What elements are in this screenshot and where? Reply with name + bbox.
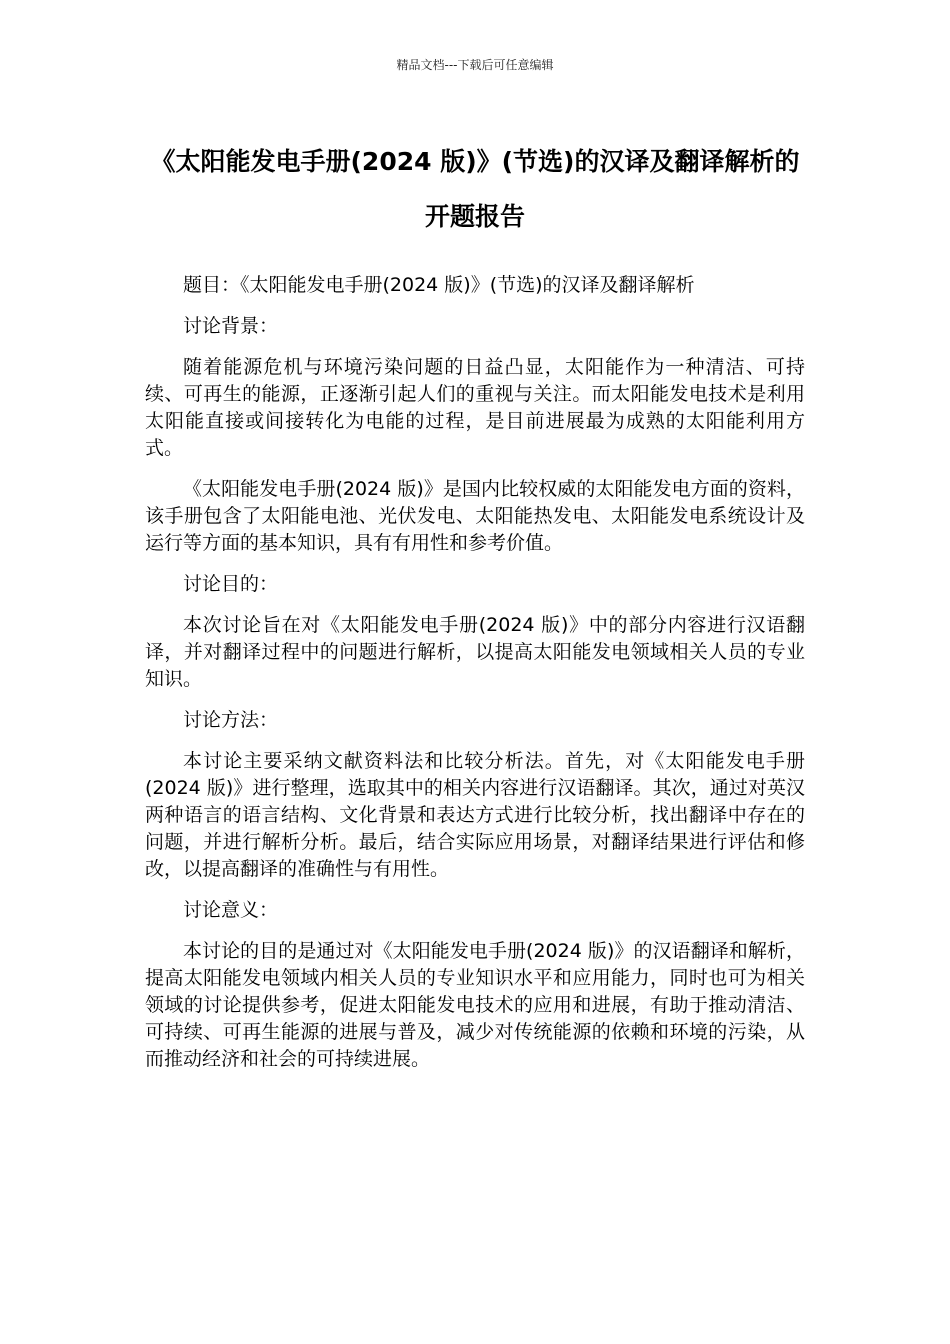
background-paragraph-1: 随着能源危机与环境污染问题的日益凸显，太阳能作为一种清洁、可持续、可再生的能源，正逐渐引起人们的重视与关注。而太阳能发电技术是利用太阳能直接或间接转化为电能的过程，是目前进展最为成熟的太阳能利用方式。: [145, 356, 805, 459]
method-paragraph: 本讨论主要采纳文献资料法和比较分析法。首先，对《太阳能发电手册(2024 版)》进行整理，选取其中的相关内容进行汉语翻译。其次，通过对英汉两种语言的语言结构、文化背景和表达方式进行比较分析，找出翻译中存在的问题，并进行解析分析。最后，结合实际应用场景，对翻译结果进行评估和修改，以提高翻译的准确性与有用性。: [145, 750, 805, 880]
purpose-label: 讨论目的：: [183, 573, 279, 595]
document-title: 《太阳能发电手册(2024 版)》(节选)的汉译及翻译解析的开题报告: [150, 147, 800, 231]
method-label: 讨论方法：: [183, 709, 279, 731]
topic-line: 题目：《太阳能发电手册(2024 版)》(节选)的汉译及翻译解析: [183, 274, 695, 296]
header-note: 精品文档---下载后可任意编辑: [396, 58, 554, 72]
significance-paragraph: 本讨论的目的是通过对《太阳能发电手册(2024 版)》的汉语翻译和解析，提高太阳能发电领域内相关人员的专业知识水平和应用能力，同时也可为相关领域的讨论提供参考，促进太阳能发电技术的应用和进展，有助于推动清洁、可持续、可再生能源的进展与普及，减少对传统能源的依赖和环境的污染，从而推动经济和社会的可持续进展。: [145, 940, 805, 1070]
background-label: 讨论背景：: [183, 315, 279, 337]
background-paragraph-2: 《太阳能发电手册(2024 版)》是国内比较权威的太阳能发电方面的资料，该手册包含了太阳能电池、光伏发电、太阳能热发电、太阳能发电系统设计及运行等方面的基本知识，具有有用性和参考价值。: [145, 478, 805, 554]
document-body: [145, 272, 805, 1087]
significance-label: 讨论意义：: [183, 899, 279, 921]
purpose-paragraph: 本次讨论旨在对《太阳能发电手册(2024 版)》中的部分内容进行汉语翻译，并对翻译过程中的问题进行解析，以提高太阳能发电领域相关人员的专业知识。: [145, 614, 805, 690]
